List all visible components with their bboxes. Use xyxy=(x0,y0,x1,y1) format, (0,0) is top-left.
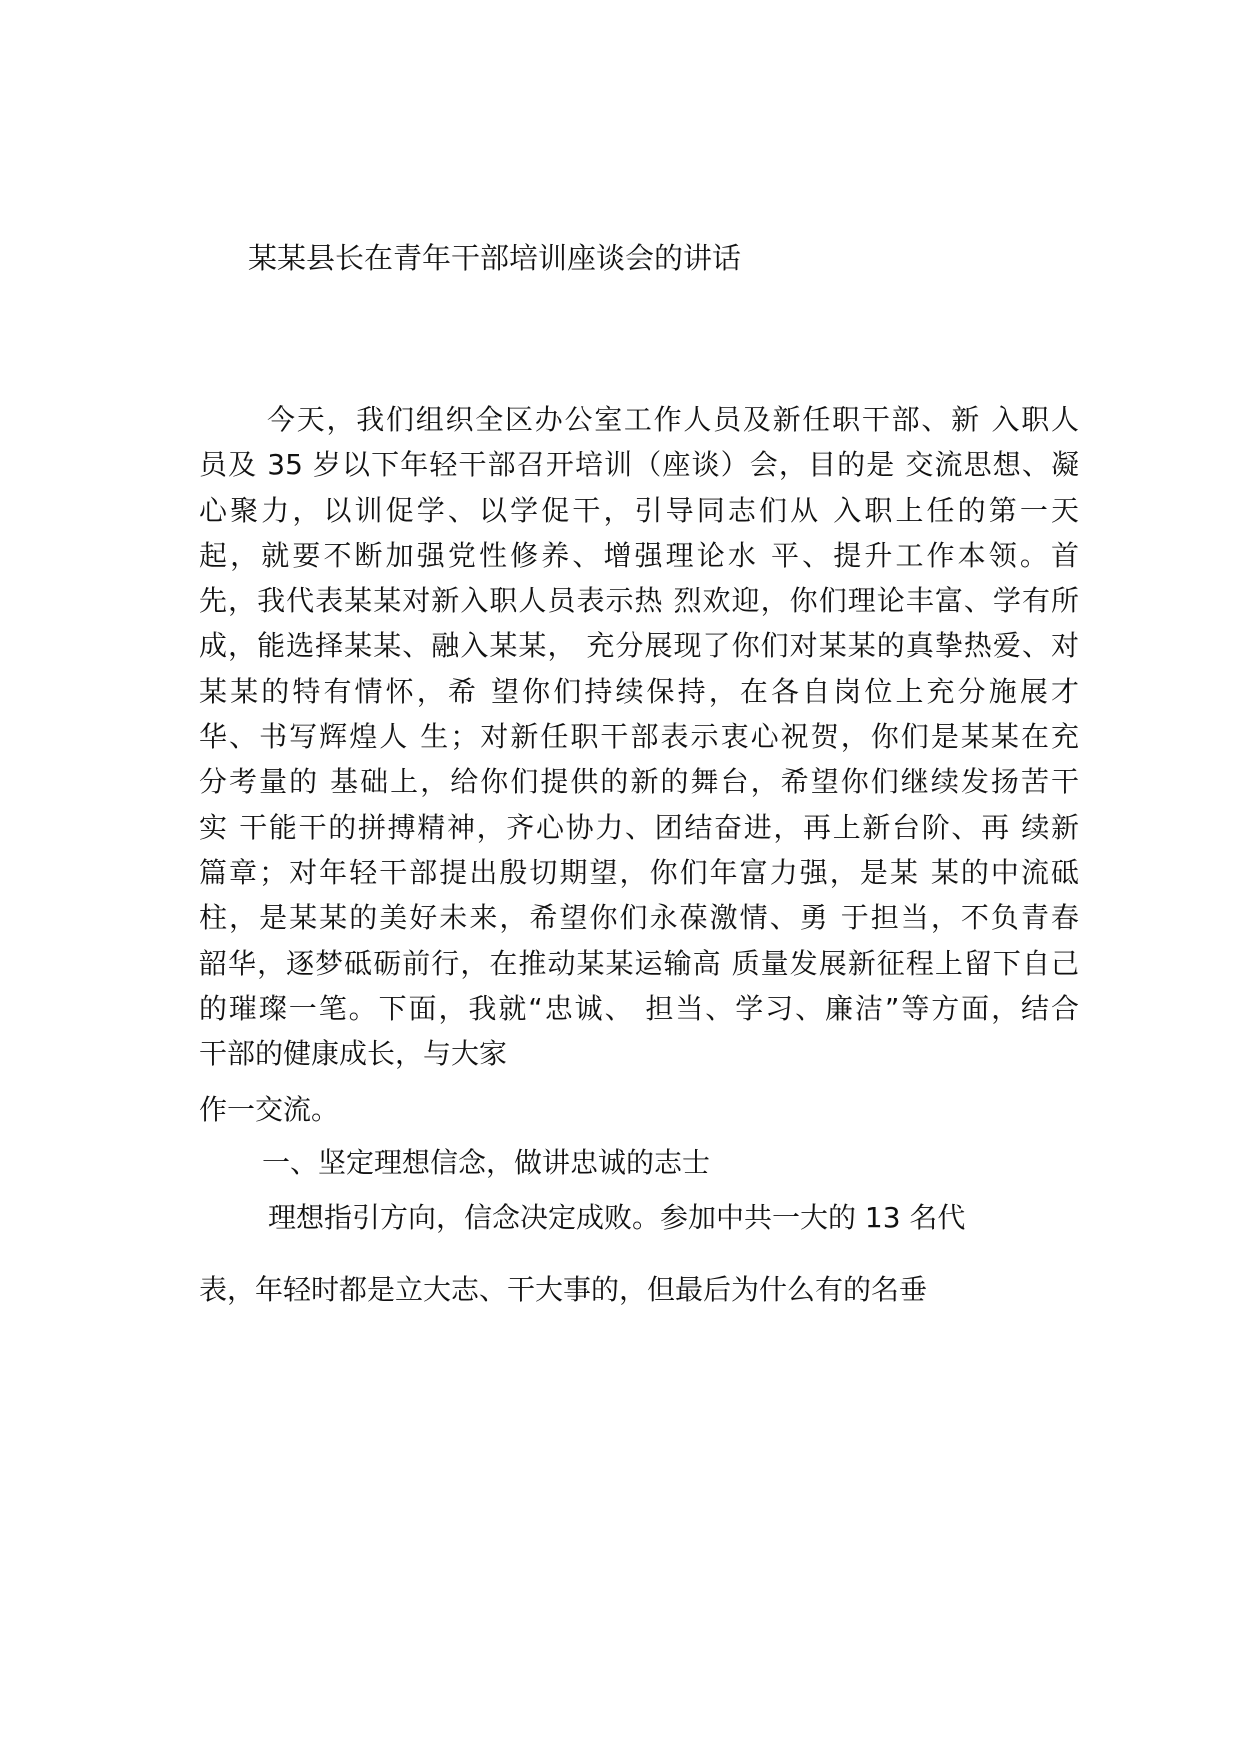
paragraph-2-line: 理想指引方向，信念决定成败。参加中共一大的 13 名代 xyxy=(268,1201,966,1234)
paragraph-line: 的璀璨一笔。下面，我就“忠诚、 担当、学习、廉洁”等方面，结合 xyxy=(199,991,1079,1025)
paragraph-line: 华、书写辉煌人 生；对新任职干部表示衷心祝贺，你们是某某在充 xyxy=(199,720,1079,754)
paragraph-1 xyxy=(199,397,1079,1076)
paragraph-line: 篇章；对年轻干部提出殷切期望，你们年富力强，是某 某的中流砥 xyxy=(199,855,1079,889)
paragraph-line: 员及 35 岁以下年轻干部召开培训（座谈）会，目的是 交流思想、凝 xyxy=(199,448,1079,482)
paragraph-2-line: 表，年轻时都是立大志、干大事的，但最后为什么有的名垂 xyxy=(199,1273,928,1306)
paragraph-line: 实 干能干的拼搏精神，齐心协力、团结奋进，再上新台阶、再 续新 xyxy=(199,810,1079,844)
paragraph-line: 柱，是某某的美好未来，希望你们永葆激情、勇 于担当，不负青春 xyxy=(199,901,1079,935)
document-title: 某某县长在青年干部培训座谈会的讲话 xyxy=(248,241,742,275)
section-heading: 一、坚定理想信念，做讲忠诚的志士 xyxy=(262,1146,711,1179)
paragraph-line: 心聚力，以训促学、以学促干，引导同志们从 入职上任的第一天 xyxy=(199,493,1079,527)
paragraph-line: 某某的特有情怀，希 望你们持续保持，在各自岗位上充分施展才 xyxy=(199,674,1079,708)
paragraph-line: 今天，我们组织全区办公室工作人员及新任职干部、新 入职人 xyxy=(267,403,1079,436)
paragraph-line: 成，能选择某某、融入某某， 充分展现了你们对某某的真挚热爱、对 xyxy=(199,629,1079,663)
paragraph-1-tail: 作一交流。 xyxy=(199,1093,340,1126)
paragraph-line: 韶华，逐梦砥砺前行，在推动某某运输高 质量发展新征程上留下自己 xyxy=(199,946,1079,980)
paragraph-line: 干部的健康成长，与大家 xyxy=(199,1037,508,1071)
paragraph-line: 起，就要不断加强党性修养、增强理论水 平、提升工作本领。首 xyxy=(199,538,1079,572)
paragraph-line: 分考量的 基础上，给你们提供的新的舞台，希望你们继续发扬苦干 xyxy=(199,765,1079,799)
paragraph-line: 先，我代表某某对新入职人员表示热 烈欢迎，你们理论丰富、学有所 xyxy=(199,584,1079,618)
